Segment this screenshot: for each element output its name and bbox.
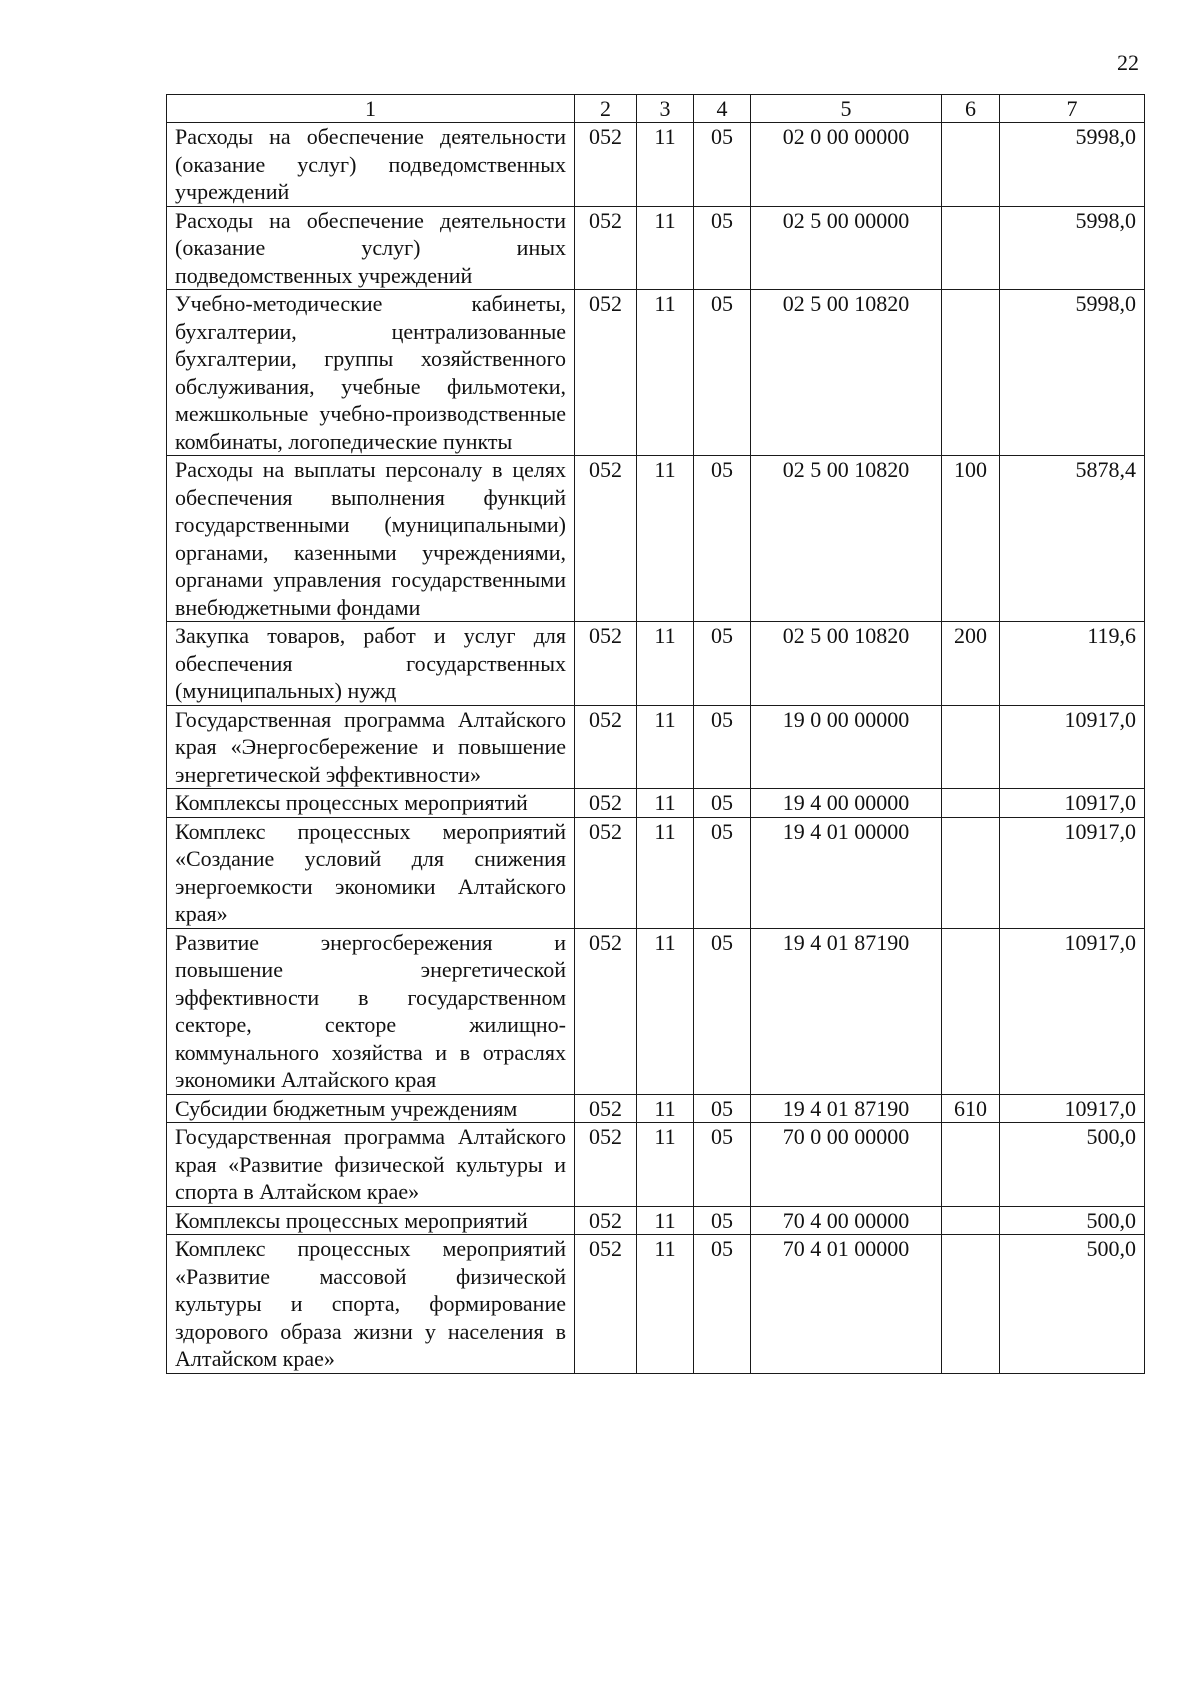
header-cell: 6 <box>942 95 1000 123</box>
subsection-cell: 05 <box>694 1206 751 1235</box>
table-row <box>167 817 1145 928</box>
subsection-cell: 05 <box>694 1235 751 1374</box>
amount-cell: 5878,4 <box>1000 456 1145 622</box>
row-name-cell: Расходы на обеспечение деятельности (оказание услуг) подведомственных учреждений <box>167 123 575 207</box>
target-item-cell: 19 4 00 00000 <box>751 789 942 818</box>
subsection-cell: 05 <box>694 456 751 622</box>
header-row <box>167 95 1145 123</box>
subsection-cell: 05 <box>694 789 751 818</box>
row-name-cell: Комплексы процессных мероприятий <box>167 1206 575 1235</box>
amount-cell: 119,6 <box>1000 622 1145 706</box>
section-cell: 11 <box>637 456 694 622</box>
amount-cell: 500,0 <box>1000 1206 1145 1235</box>
table-row <box>167 290 1145 456</box>
section-cell: 11 <box>637 622 694 706</box>
row-name-cell: Закупка товаров, работ и услуг для обеспечения государственных (муниципальных) нужд <box>167 622 575 706</box>
target-item-cell: 02 5 00 00000 <box>751 206 942 290</box>
target-item-cell: 02 0 00 00000 <box>751 123 942 207</box>
table-row <box>167 789 1145 818</box>
subsection-cell: 05 <box>694 290 751 456</box>
expense-type-cell <box>942 1235 1000 1374</box>
table-body <box>167 123 1145 1374</box>
glava-cell: 052 <box>575 789 637 818</box>
section-cell: 11 <box>637 817 694 928</box>
header-cell: 5 <box>751 95 942 123</box>
expense-type-cell <box>942 928 1000 1094</box>
header-cell: 3 <box>637 95 694 123</box>
amount-cell: 10917,0 <box>1000 928 1145 1094</box>
glava-cell: 052 <box>575 123 637 207</box>
section-cell: 11 <box>637 290 694 456</box>
section-cell: 11 <box>637 1206 694 1235</box>
section-cell: 11 <box>637 928 694 1094</box>
target-item-cell: 19 4 01 87190 <box>751 1094 942 1123</box>
glava-cell: 052 <box>575 1206 637 1235</box>
table-row <box>167 206 1145 290</box>
expense-type-cell <box>942 789 1000 818</box>
section-cell: 11 <box>637 1094 694 1123</box>
glava-cell: 052 <box>575 622 637 706</box>
subsection-cell: 05 <box>694 705 751 789</box>
glava-cell: 052 <box>575 1235 637 1374</box>
subsection-cell: 05 <box>694 928 751 1094</box>
target-item-cell: 02 5 00 10820 <box>751 290 942 456</box>
table-row <box>167 705 1145 789</box>
row-name-cell: Субсидии бюджетным учреждениям <box>167 1094 575 1123</box>
expense-type-cell <box>942 1123 1000 1207</box>
table-row <box>167 1094 1145 1123</box>
glava-cell: 052 <box>575 456 637 622</box>
header-cell: 1 <box>167 95 575 123</box>
amount-cell: 10917,0 <box>1000 1094 1145 1123</box>
section-cell: 11 <box>637 1123 694 1207</box>
glava-cell: 052 <box>575 1123 637 1207</box>
expense-type-cell <box>942 1206 1000 1235</box>
amount-cell: 500,0 <box>1000 1235 1145 1374</box>
target-item-cell: 19 4 01 87190 <box>751 928 942 1094</box>
row-name-cell: Расходы на выплаты персоналу в целях обеспечения выполнения функций государственными (муниципальными) органами, казенными учреждениями, органами управления государственными внебюджетными фондами <box>167 456 575 622</box>
expense-type-cell <box>942 817 1000 928</box>
expense-type-cell: 200 <box>942 622 1000 706</box>
row-name-cell: Комплекс процессных мероприятий «Создание условий для снижения энергоемкости экономики Алтайского края» <box>167 817 575 928</box>
budget-table <box>166 94 1145 1374</box>
target-item-cell: 02 5 00 10820 <box>751 622 942 706</box>
page-number: 22 <box>1117 50 1139 75</box>
header-cell: 7 <box>1000 95 1145 123</box>
expense-type-cell <box>942 705 1000 789</box>
glava-cell: 052 <box>575 1094 637 1123</box>
table-header <box>167 95 1145 123</box>
target-item-cell: 19 4 01 00000 <box>751 817 942 928</box>
row-name-cell: Комплексы процессных мероприятий <box>167 789 575 818</box>
section-cell: 11 <box>637 1235 694 1374</box>
table-row <box>167 928 1145 1094</box>
table-row <box>167 1206 1145 1235</box>
amount-cell: 10917,0 <box>1000 705 1145 789</box>
target-item-cell: 70 0 00 00000 <box>751 1123 942 1207</box>
subsection-cell: 05 <box>694 622 751 706</box>
row-name-cell: Комплекс процессных мероприятий «Развитие массовой физической культуры и спорта, формирование здорового образа жизни у населения в Алтайском крае» <box>167 1235 575 1374</box>
glava-cell: 052 <box>575 705 637 789</box>
expense-type-cell <box>942 290 1000 456</box>
expense-type-cell: 100 <box>942 456 1000 622</box>
target-item-cell: 70 4 01 00000 <box>751 1235 942 1374</box>
glava-cell: 052 <box>575 928 637 1094</box>
table-row <box>167 1123 1145 1207</box>
glava-cell: 052 <box>575 206 637 290</box>
row-name-cell: Государственная программа Алтайского края «Развитие физической культуры и спорта в Алтайском крае» <box>167 1123 575 1207</box>
header-cell: 2 <box>575 95 637 123</box>
expense-type-cell <box>942 123 1000 207</box>
amount-cell: 500,0 <box>1000 1123 1145 1207</box>
row-name-cell: Государственная программа Алтайского края «Энергосбережение и повышение энергетической эффективности» <box>167 705 575 789</box>
row-name-cell: Расходы на обеспечение деятельности (оказание услуг) иных подведомственных учреждений <box>167 206 575 290</box>
section-cell: 11 <box>637 705 694 789</box>
target-item-cell: 19 0 00 00000 <box>751 705 942 789</box>
row-name-cell: Учебно-методические кабинеты, бухгалтерии, централизованные бухгалтерии, группы хозяйственного обслуживания, учебные фильмотеки, межшкольные учебно-производственные комбинаты, логопедические пункты <box>167 290 575 456</box>
glava-cell: 052 <box>575 817 637 928</box>
row-name-cell: Развитие энергосбережения и повышение энергетической эффективности в государственном секторе, секторе жилищно-коммунального хозяйства и в отраслях экономики Алтайского края <box>167 928 575 1094</box>
subsection-cell: 05 <box>694 1094 751 1123</box>
section-cell: 11 <box>637 206 694 290</box>
amount-cell: 5998,0 <box>1000 206 1145 290</box>
subsection-cell: 05 <box>694 206 751 290</box>
table-row <box>167 1235 1145 1374</box>
table-row <box>167 456 1145 622</box>
section-cell: 11 <box>637 789 694 818</box>
subsection-cell: 05 <box>694 123 751 207</box>
section-cell: 11 <box>637 123 694 207</box>
table-row <box>167 123 1145 207</box>
amount-cell: 10917,0 <box>1000 789 1145 818</box>
header-cell: 4 <box>694 95 751 123</box>
subsection-cell: 05 <box>694 1123 751 1207</box>
amount-cell: 5998,0 <box>1000 290 1145 456</box>
expense-type-cell: 610 <box>942 1094 1000 1123</box>
glava-cell: 052 <box>575 290 637 456</box>
expense-type-cell <box>942 206 1000 290</box>
target-item-cell: 70 4 00 00000 <box>751 1206 942 1235</box>
target-item-cell: 02 5 00 10820 <box>751 456 942 622</box>
subsection-cell: 05 <box>694 817 751 928</box>
table-row <box>167 622 1145 706</box>
amount-cell: 5998,0 <box>1000 123 1145 207</box>
amount-cell: 10917,0 <box>1000 817 1145 928</box>
